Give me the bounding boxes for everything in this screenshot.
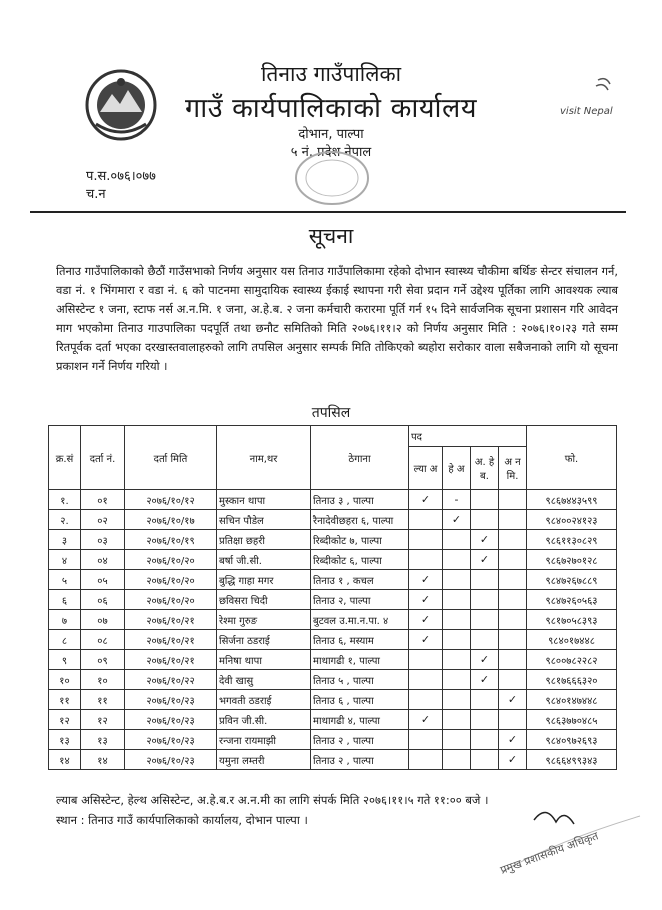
cell-reg-no: १४ bbox=[81, 750, 125, 770]
cell-name: रन्जना रायमाझी bbox=[217, 730, 311, 750]
cell-ha bbox=[443, 550, 471, 570]
cell-reg-date: २०७६/१०/२१ bbox=[125, 630, 217, 650]
cell-reg-no: १३ bbox=[81, 730, 125, 750]
reference-number: प.स.०७६।०७७ bbox=[86, 169, 156, 184]
contact-note: ल्याब असिस्टेन्ट, हेल्थ असिस्टेन्ट, अ.हे.ब.र अ.न.मी का लागि संपर्क मिति २०७६।११।५ गते ११:०० बजे । bbox=[56, 793, 489, 807]
cell-phone: ९८४०९७२६९३ bbox=[527, 730, 617, 750]
cell-ha bbox=[443, 750, 471, 770]
header-address: ठेगाना bbox=[311, 426, 409, 490]
cell-name: बर्षा जी.सी. bbox=[217, 550, 311, 570]
cell-reg-date: २०७६/१०/२१ bbox=[125, 610, 217, 630]
table-row bbox=[49, 610, 617, 630]
cell-name: मनिषा थापा bbox=[217, 650, 311, 670]
candidate-table bbox=[48, 425, 617, 770]
table-row bbox=[49, 690, 617, 710]
cell-reg-no: ०९ bbox=[81, 650, 125, 670]
header-phone: फो. bbox=[527, 426, 617, 490]
cell-lab: ✓ bbox=[409, 610, 443, 630]
cell-phone: ९८१७०५८३९३ bbox=[527, 610, 617, 630]
cell-phone: ९८४७२६०५६३ bbox=[527, 590, 617, 610]
cell-ahw: ✓ bbox=[471, 530, 499, 550]
cell-ahw bbox=[471, 710, 499, 730]
cell-sn: १४ bbox=[49, 750, 81, 770]
notice-title: सूचना bbox=[308, 224, 354, 248]
cell-address: रैनादेवीछहरा ६, पाल्पा bbox=[311, 510, 409, 530]
cell-anm: ✓ bbox=[499, 690, 527, 710]
cell-reg-no: ०६ bbox=[81, 590, 125, 610]
table-row bbox=[49, 590, 617, 610]
cell-ha bbox=[443, 730, 471, 750]
cell-address: माथागढी १, पाल्पा bbox=[311, 650, 409, 670]
cell-address: माथागढी ४, पाल्पा bbox=[311, 710, 409, 730]
cell-address: तिनाउ ६ , पाल्पा bbox=[311, 690, 409, 710]
cell-reg-date: २०७६/१०/१७ bbox=[125, 510, 217, 530]
header-divider bbox=[30, 211, 626, 213]
cell-address: तिनाउ ५ , पाल्पा bbox=[311, 670, 409, 690]
cell-ahw bbox=[471, 730, 499, 750]
cell-ha bbox=[443, 590, 471, 610]
cell-reg-date: २०७६/१०/२१ bbox=[125, 650, 217, 670]
cell-ahw bbox=[471, 510, 499, 530]
cell-name: छविसरा चिदी bbox=[217, 590, 311, 610]
cell-anm bbox=[499, 530, 527, 550]
cell-reg-no: ०८ bbox=[81, 630, 125, 650]
cell-reg-no: १२ bbox=[81, 710, 125, 730]
office-address: दोभान, पाल्पा bbox=[298, 127, 364, 142]
cell-anm bbox=[499, 650, 527, 670]
cell-lab bbox=[409, 510, 443, 530]
cell-phone: ९८६३७७०४८५ bbox=[527, 710, 617, 730]
cell-ahw bbox=[471, 690, 499, 710]
cell-ahw bbox=[471, 610, 499, 630]
officer-stamp-text: प्रमुख प्रशासकीय अधिकृत bbox=[498, 829, 601, 877]
cell-sn: १० bbox=[49, 670, 81, 690]
cell-name: यमुना लम्तरी bbox=[217, 750, 311, 770]
cell-name: रेश्मा गुरुङ bbox=[217, 610, 311, 630]
cell-sn: १३ bbox=[49, 730, 81, 750]
cell-sn: ५ bbox=[49, 570, 81, 590]
cell-sn: ९ bbox=[49, 650, 81, 670]
cell-sn: ७ bbox=[49, 610, 81, 630]
cell-name: बुद्धि गाहा मगर bbox=[217, 570, 311, 590]
cell-name: सिर्जना ठडराई bbox=[217, 630, 311, 650]
table-row bbox=[49, 750, 617, 770]
cell-phone: ९८००७८२२८२ bbox=[527, 650, 617, 670]
cell-phone: ९८६११३०८२९ bbox=[527, 530, 617, 550]
cell-sn: ३ bbox=[49, 530, 81, 550]
table-row bbox=[49, 650, 617, 670]
cell-phone: ९८६७२७०१२८ bbox=[527, 550, 617, 570]
cell-lab: ✓ bbox=[409, 570, 443, 590]
cell-reg-no: ०५ bbox=[81, 570, 125, 590]
table-row bbox=[49, 490, 617, 510]
cell-address: रिब्दीकोट ६, पाल्पा bbox=[311, 550, 409, 570]
cell-ha bbox=[443, 670, 471, 690]
cell-anm bbox=[499, 550, 527, 570]
cell-reg-no: ११ bbox=[81, 690, 125, 710]
cell-phone: ९८४०१४७४४८ bbox=[527, 690, 617, 710]
cell-sn: ६ bbox=[49, 590, 81, 610]
cell-address: तिनाउ ३ , पाल्पा bbox=[311, 490, 409, 510]
table-row bbox=[49, 570, 617, 590]
cell-address: तिनाउ २ , पाल्पा bbox=[311, 750, 409, 770]
table-row bbox=[49, 670, 617, 690]
visit-nepal-logo bbox=[558, 74, 624, 122]
cell-ha: ✓ bbox=[443, 510, 471, 530]
cell-reg-date: २०७६/१०/१२ bbox=[125, 490, 217, 510]
cell-reg-date: २०७६/१०/२३ bbox=[125, 750, 217, 770]
cell-anm bbox=[499, 710, 527, 730]
cell-reg-no: ०७ bbox=[81, 610, 125, 630]
cell-lab: ✓ bbox=[409, 710, 443, 730]
cell-anm bbox=[499, 630, 527, 650]
cell-ahw: ✓ bbox=[471, 650, 499, 670]
office-title: गाउँ कार्यपालिकाको कार्यालय bbox=[185, 93, 477, 124]
table-row bbox=[49, 710, 617, 730]
cell-reg-date: २०७६/१०/२० bbox=[125, 570, 217, 590]
cell-address: तिनाउ १ , कचल bbox=[311, 570, 409, 590]
venue-note: स्थान : तिनाउ गाउँ कार्यपालिकाको कार्यालय, दोभान पाल्पा । bbox=[56, 813, 308, 827]
cell-lab bbox=[409, 750, 443, 770]
cell-ha bbox=[443, 610, 471, 630]
table-row bbox=[49, 530, 617, 550]
header-reg-no: दर्ता नं. bbox=[81, 426, 125, 490]
cell-reg-date: २०७६/१०/२३ bbox=[125, 690, 217, 710]
visit-nepal-text: visit Nepal bbox=[560, 106, 613, 117]
cell-ahw bbox=[471, 590, 499, 610]
cell-ha bbox=[443, 690, 471, 710]
cell-reg-date: २०७६/१०/१९ bbox=[125, 530, 217, 550]
cell-phone: ९८१७६६६३२० bbox=[527, 670, 617, 690]
cell-reg-date: २०७६/१०/२० bbox=[125, 590, 217, 610]
cell-anm bbox=[499, 590, 527, 610]
dispatch-number: च.न bbox=[86, 187, 106, 202]
cell-name: प्रतिक्षा छहरी bbox=[217, 530, 311, 550]
table-subtitle: तपसिल bbox=[311, 405, 351, 421]
cell-ha bbox=[443, 630, 471, 650]
cell-ha bbox=[443, 710, 471, 730]
cell-sn: १. bbox=[49, 490, 81, 510]
cell-name: देवी खासु bbox=[217, 670, 311, 690]
cell-lab bbox=[409, 650, 443, 670]
header-reg-date: दर्ता मिति bbox=[125, 426, 217, 490]
notice-body: तिनाउ गाउँपालिकाको छैठौं गाउँसभाको निर्णय अनुसार यस तिनाउ गाउँपालिकामा रहेको दोभान स्वास्थ्य चौकीमा बर्थिङ सेन्टर संचालन गर्न, वडा नं. १ भिंगमारा र वडा नं. ६ को पाटनमा सामुदायिक स्वास्थ्य ईकाई स्थापना गरी सेवा प्रदान गर्ने उद्देश्य पूर्तिका लागि आवश्यक ल्याब असिस्टेन्ट १ जना, स्टाफ नर्स अ.न.मि. १ जना, अ.हे.ब. २ जना कर्मचारी करारमा पूर्ति गर्न १५ दिने सार्वजनिक सूचना प्रशासन गरि आवेदन माग भएकोमा तिनाउ गाउपालिका पदपूर्ति तथा छनौट समितिको मिति २०७६।११।२ को निर्णय अनुसार मिति : २०७६।१०।२३ गते सम्म रितपूर्वक दर्ता भएका दरखास्तवालाहरुको लागि तपसिल अनुसार सम्पर्क मिति तोकिएको ब्यहोरा सरोकार वाला सबैजनाको लागि यो सूचना प्रकाशन गर्ने निर्णय गरियो । bbox=[56, 264, 618, 373]
cell-phone: ९८६६४९९३४३ bbox=[527, 750, 617, 770]
table-row bbox=[49, 550, 617, 570]
cell-lab: ✓ bbox=[409, 630, 443, 650]
cell-reg-no: ०४ bbox=[81, 550, 125, 570]
header-sn: क्र.सं bbox=[49, 426, 81, 490]
cell-ahw bbox=[471, 490, 499, 510]
cell-reg-no: ०१ bbox=[81, 490, 125, 510]
header-ha: हे अ bbox=[443, 447, 471, 490]
cell-ahw: ✓ bbox=[471, 550, 499, 570]
cell-reg-date: २०७६/१०/२३ bbox=[125, 730, 217, 750]
cell-anm bbox=[499, 670, 527, 690]
header-ahw: अ. हे ब. bbox=[471, 447, 499, 490]
cell-name: प्रविन जी.सी. bbox=[217, 710, 311, 730]
cell-phone: ९८४७२६७८८९ bbox=[527, 570, 617, 590]
cell-phone: ९८४००२४१२३ bbox=[527, 510, 617, 530]
cell-lab bbox=[409, 730, 443, 750]
cell-lab: ✓ bbox=[409, 490, 443, 510]
cell-ha: - bbox=[443, 490, 471, 510]
cell-reg-no: ०२ bbox=[81, 510, 125, 530]
cell-anm bbox=[499, 610, 527, 630]
cell-ahw: ✓ bbox=[471, 670, 499, 690]
cell-ha bbox=[443, 570, 471, 590]
office-name: तिनाउ गाउँपालिका bbox=[260, 62, 402, 86]
cell-phone: ९८४०१७४४८ bbox=[527, 630, 617, 650]
cell-lab bbox=[409, 690, 443, 710]
cell-reg-date: २०७६/१०/२० bbox=[125, 550, 217, 570]
cell-address: तिनाउ २ , पाल्पा bbox=[311, 730, 409, 750]
cell-sn: १२ bbox=[49, 710, 81, 730]
office-province: ५ नं. प्रदेश नेपाल bbox=[290, 145, 372, 160]
header-post: पद bbox=[409, 426, 527, 447]
cell-ahw bbox=[471, 750, 499, 770]
cell-sn: २. bbox=[49, 510, 81, 530]
cell-anm bbox=[499, 510, 527, 530]
cell-anm: ✓ bbox=[499, 730, 527, 750]
cell-sn: ४ bbox=[49, 550, 81, 570]
cell-reg-date: २०७६/१०/२२ bbox=[125, 670, 217, 690]
cell-anm: ✓ bbox=[499, 750, 527, 770]
cell-address: तिनाउ २, पाल्पा bbox=[311, 590, 409, 610]
cell-name: भगवती ठडराई bbox=[217, 690, 311, 710]
cell-reg-no: ०३ bbox=[81, 530, 125, 550]
cell-phone: ९८६७४४३५९९ bbox=[527, 490, 617, 510]
cell-address: बुटवल उ.मा.न.पा. ४ bbox=[311, 610, 409, 630]
cell-reg-no: १० bbox=[81, 670, 125, 690]
cell-anm bbox=[499, 570, 527, 590]
cell-name: मुस्कान थापा bbox=[217, 490, 311, 510]
cell-ahw bbox=[471, 570, 499, 590]
table-row bbox=[49, 630, 617, 650]
header-anm: अ न मि. bbox=[499, 447, 527, 490]
cell-address: तिनाउ ६, मस्याम bbox=[311, 630, 409, 650]
cell-reg-date: २०७६/१०/२३ bbox=[125, 710, 217, 730]
cell-anm bbox=[499, 490, 527, 510]
cell-name: सचिन पौडेल bbox=[217, 510, 311, 530]
officer-stamp bbox=[494, 800, 644, 882]
table-row bbox=[49, 510, 617, 530]
cell-ha bbox=[443, 650, 471, 670]
cell-address: रिब्दीकोट ७, पाल्पा bbox=[311, 530, 409, 550]
cell-ahw bbox=[471, 630, 499, 650]
cell-ha bbox=[443, 530, 471, 550]
cell-lab bbox=[409, 670, 443, 690]
cell-sn: ११ bbox=[49, 690, 81, 710]
cell-lab bbox=[409, 550, 443, 570]
cell-lab: ✓ bbox=[409, 590, 443, 610]
cell-sn: ८ bbox=[49, 630, 81, 650]
header-lab: ल्या अ bbox=[409, 447, 443, 490]
office-stamp-icon bbox=[292, 148, 372, 208]
table-row bbox=[49, 730, 617, 750]
cell-lab bbox=[409, 530, 443, 550]
header-name: नाम,थर bbox=[217, 426, 311, 490]
